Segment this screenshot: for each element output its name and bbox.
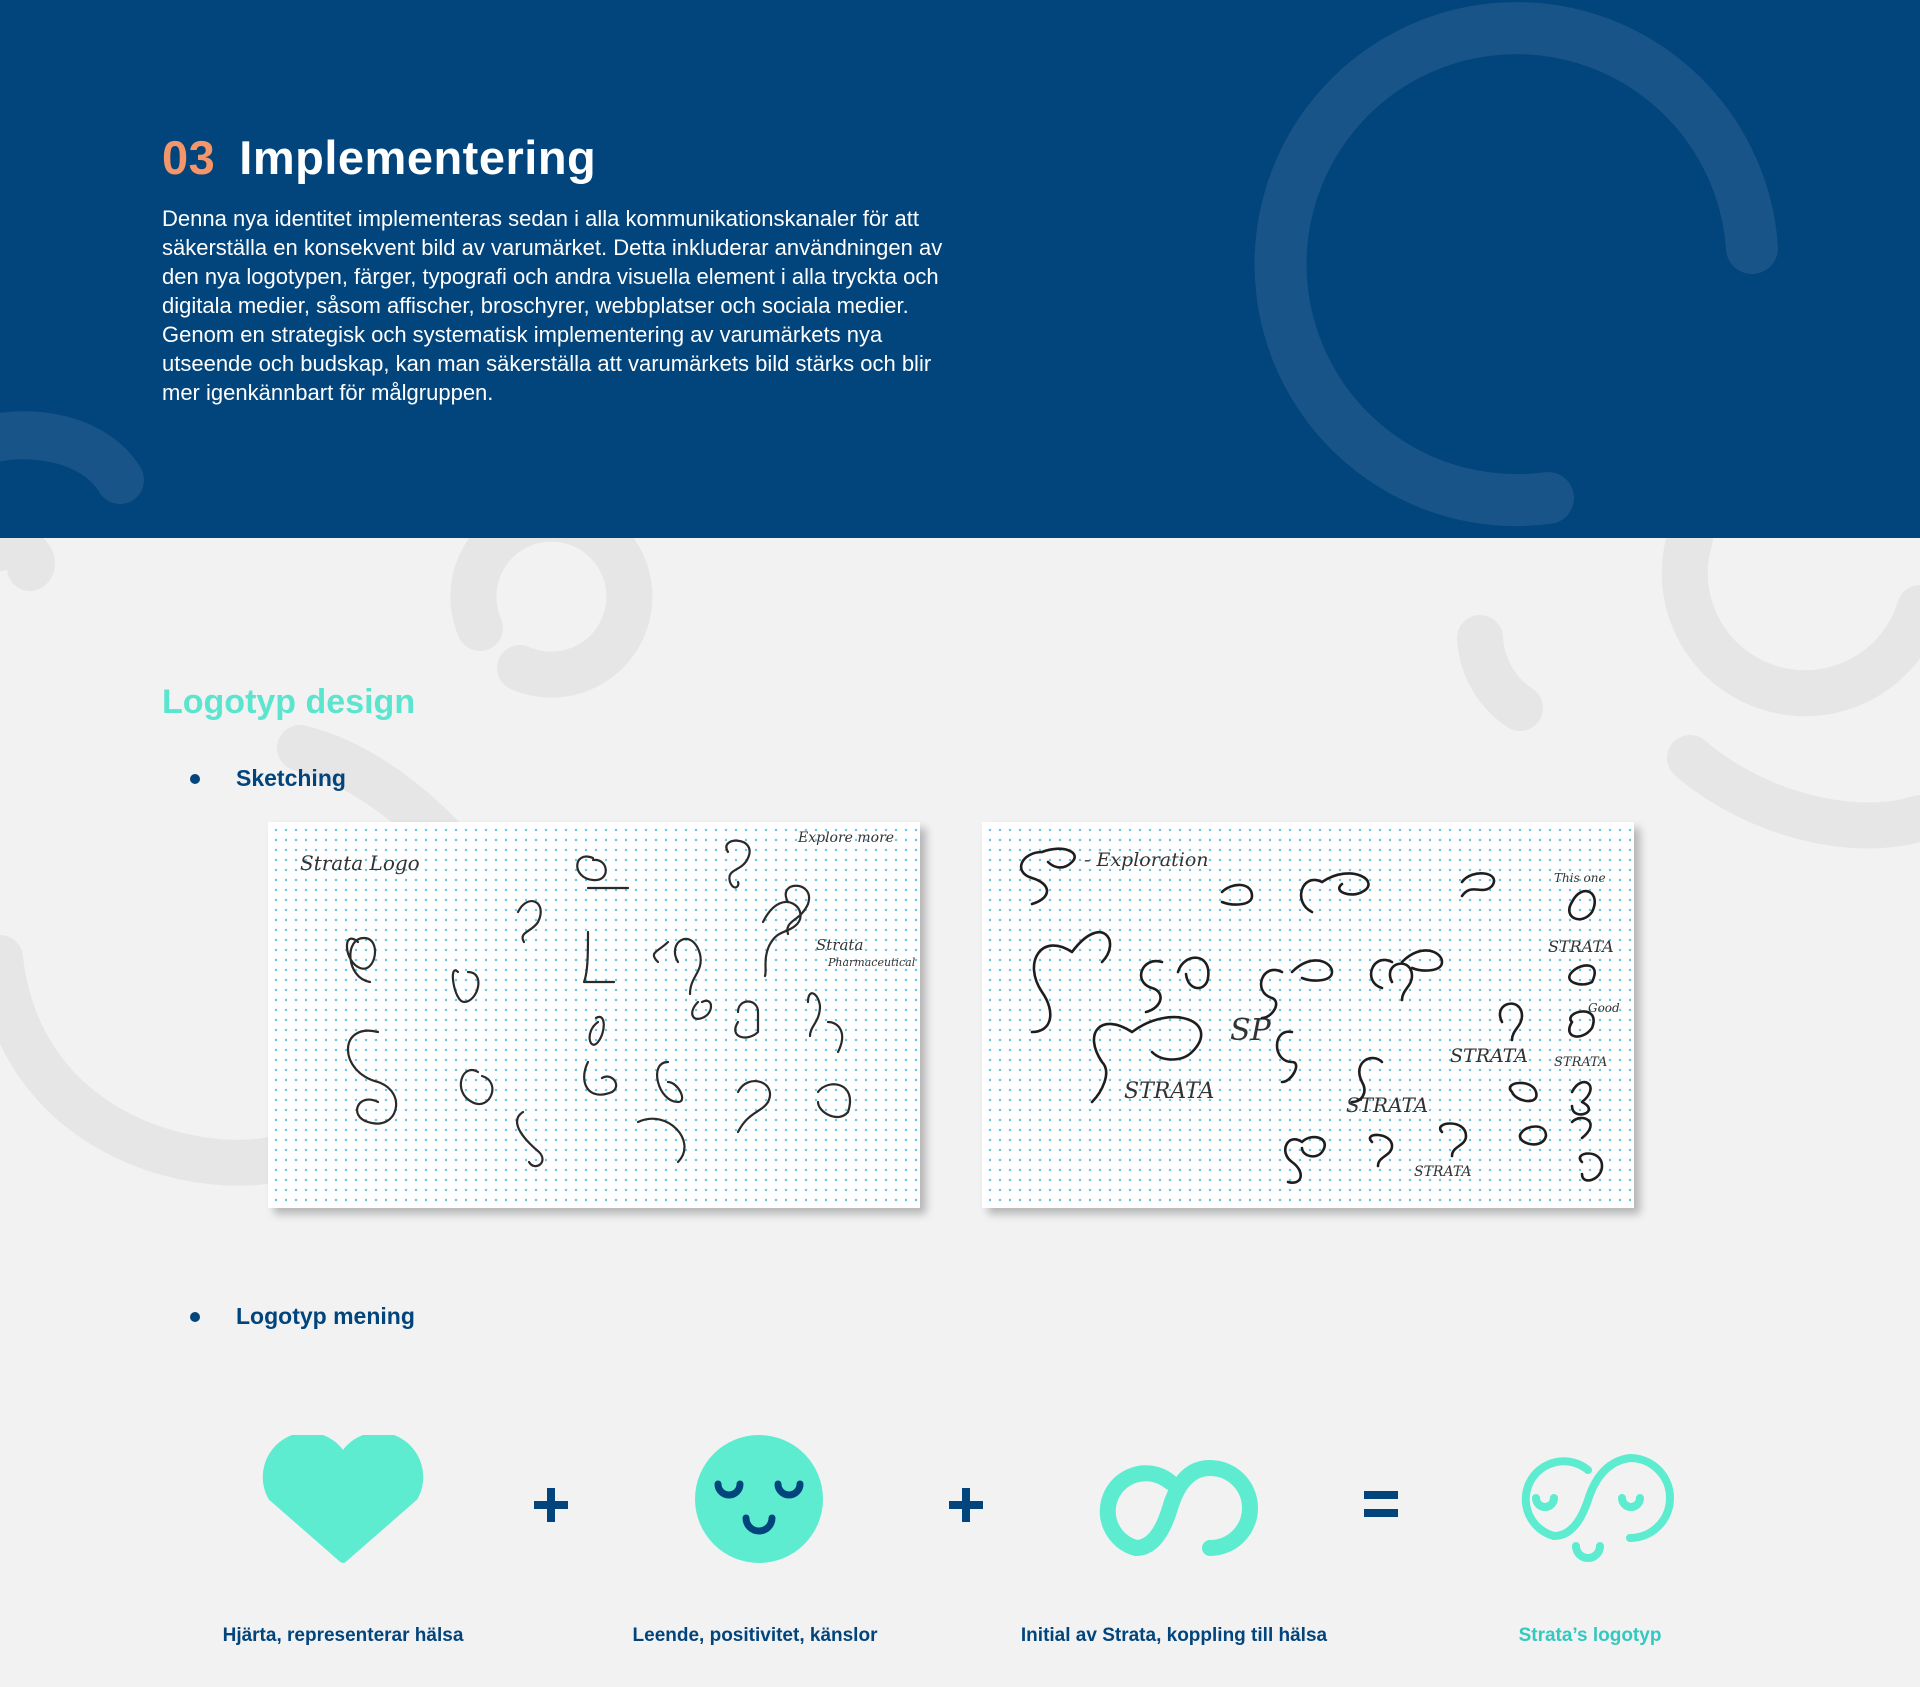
caption-initial: Initial av Strata, koppling till hälsa (1020, 1625, 1328, 1646)
sketch-text: STRATA (1414, 1164, 1472, 1180)
sketch-image-2 (982, 822, 1634, 1208)
strata-logo-icon (1496, 1442, 1682, 1572)
sketch-text: Good (1588, 1001, 1620, 1015)
intro-paragraph: Denna nya identitet implementeras sedan i alla kommunikationskanaler för att säkerställa en konsekvent bild av varumärket. Detta inkluderar användningen av den nya logotypen, färger, typografi och andra visuella element i alla tryckta och digitala medier, såsom affischer, broschyrer, webbplatser och sociala medier. Genom en strategisk och systematisk implementering av varumärkets nya utseende och budskap, kan man säkerställa att varumärkets bild stärks och blir mer igenkännbart för målgruppen. (162, 206, 943, 405)
sketch-drawings (268, 822, 920, 1208)
sketch-text: Strata Logo (300, 851, 420, 875)
sketch-text: Pharmaceutical (828, 956, 916, 969)
sketch-drawings (982, 822, 1634, 1208)
sketch-text: STRATA (1548, 937, 1614, 956)
page-title (162, 130, 596, 185)
smile-face-icon (694, 1434, 824, 1564)
equals-operator (1364, 1491, 1398, 1517)
plus-operator (534, 1488, 568, 1522)
sketch-text: This one (1554, 871, 1606, 885)
bullet-sketching (190, 765, 346, 792)
sketch-text: SP (1230, 1013, 1271, 1048)
caption-heart: Hjärta, representerar hälsa (222, 1625, 464, 1646)
sketch-text: Strata (816, 936, 864, 954)
plus-operator (949, 1488, 983, 1522)
heart-icon (262, 1435, 424, 1565)
section-title: Logotyp design (162, 683, 416, 721)
sketch-text: Explore more (798, 830, 895, 846)
caption-smile: Leende, positivitet, känslor (632, 1625, 878, 1646)
bullet-label: Logotyp mening (236, 1303, 415, 1329)
sketch-text: - Exploration (1084, 849, 1209, 871)
strata-s-icon (1082, 1458, 1262, 1558)
hero-banner (0, 0, 1920, 538)
title-text: Implementering (239, 131, 597, 184)
bullet-dot (190, 774, 200, 784)
bullet-label: Sketching (236, 765, 346, 791)
sketch-text: STRATA (1450, 1045, 1529, 1067)
bullet-dot (190, 1312, 200, 1322)
section-number: 03 (162, 131, 216, 184)
sketch-text: STRATA (1124, 1079, 1215, 1104)
sketch-text: STRATA (1554, 1055, 1608, 1070)
sketch-image-1 (268, 822, 920, 1208)
caption-logo: Strata’s logotyp (1518, 1625, 1662, 1646)
sketch-text: STRATA (1346, 1093, 1429, 1117)
bullet-logotyp-mening (190, 1303, 415, 1330)
